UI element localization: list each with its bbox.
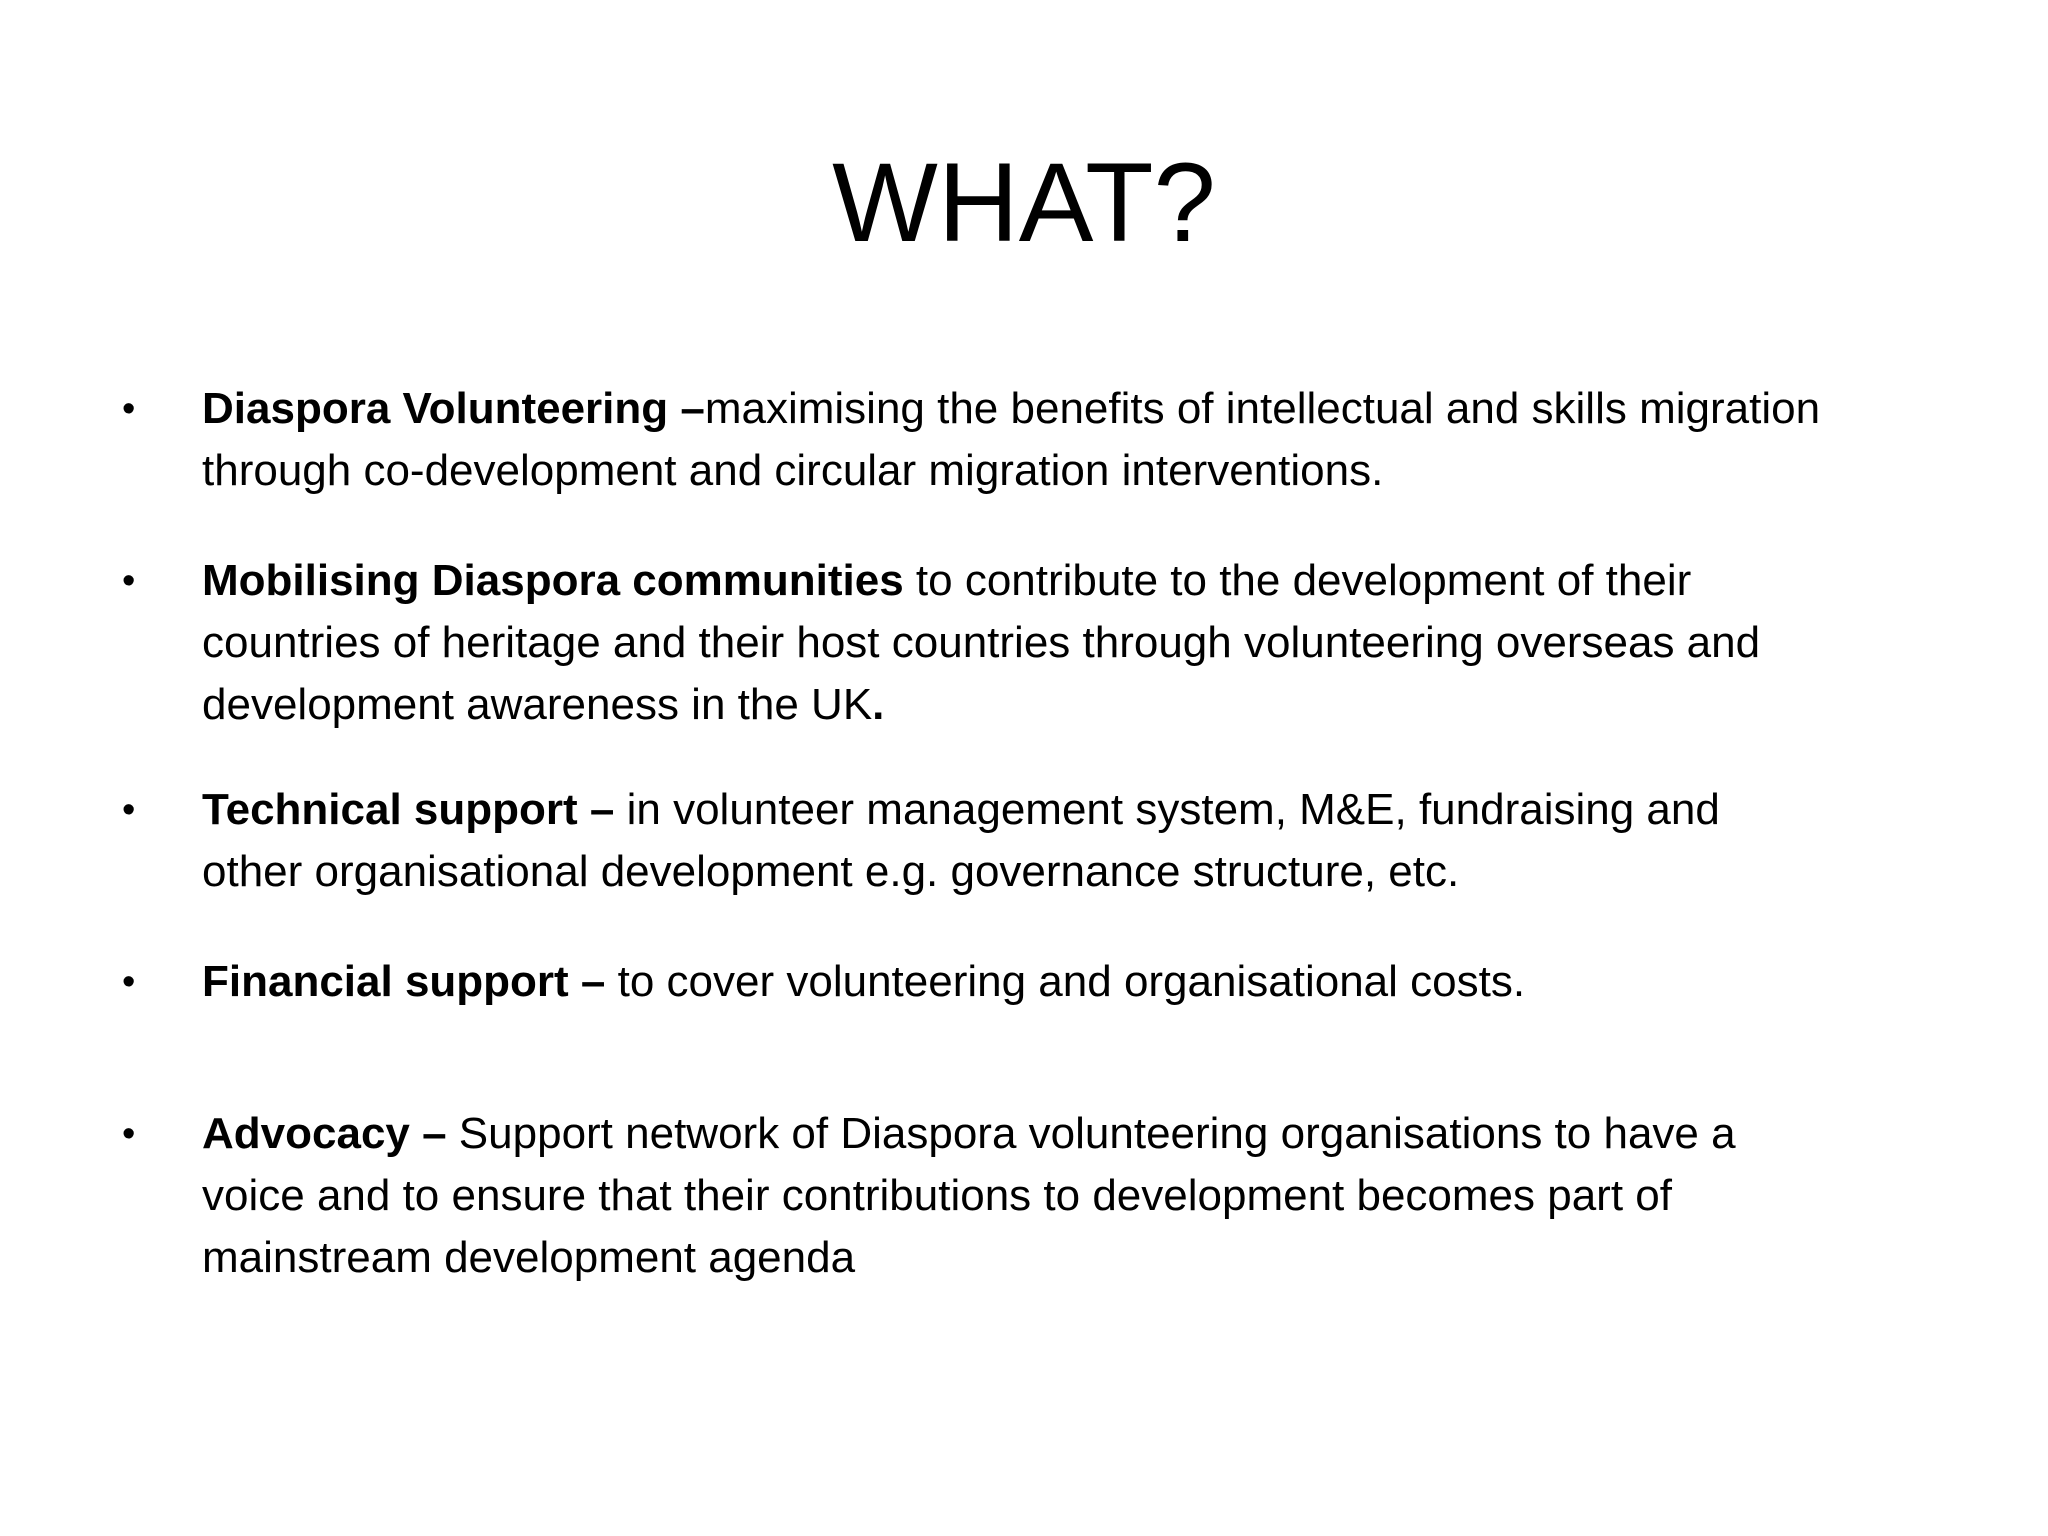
bullet-text xyxy=(202,779,1982,903)
bullet-term: Diaspora Volunteering – xyxy=(202,384,705,433)
bullet-line: mainstream development agenda xyxy=(202,1233,856,1282)
bullet-dot-icon: • xyxy=(122,961,136,1003)
bullet-line-text: to contribute to the development of their xyxy=(903,556,1692,605)
bullet-dot-icon: • xyxy=(122,388,136,430)
bullet-line xyxy=(202,779,1982,841)
bullet-line xyxy=(202,674,1982,736)
bullet-line xyxy=(202,951,1982,1013)
bullet-line-text: Support network of Diaspora volunteering organisations to have a xyxy=(446,1109,1736,1158)
bullet-line: through co-development and circular migration interventions. xyxy=(202,446,1384,495)
bullet-text xyxy=(202,378,1982,502)
slide-title: WHAT? xyxy=(832,140,1216,265)
bullet-line: voice and to ensure that their contributions to development becomes part of xyxy=(202,1171,1672,1220)
bullet-trailing-period: . xyxy=(872,680,885,729)
bullet-line xyxy=(202,378,1982,440)
bullet-dot-icon: • xyxy=(122,789,136,831)
bullet-term: Financial support – xyxy=(202,957,606,1006)
bullet-dot-icon: • xyxy=(122,560,136,602)
bullet-line-text: maximising the benefits of intellectual and skills migration xyxy=(704,384,1821,433)
bullet-line-text: in volunteer management system, M&E, fundraising and xyxy=(614,785,1720,834)
bullet-line-text: to cover volunteering and organisational costs. xyxy=(605,957,1526,1006)
bullet-term: Mobilising Diaspora communities xyxy=(202,556,904,605)
bullet-line-text: development awareness in the UK xyxy=(202,680,873,729)
bullet-line xyxy=(202,550,1982,612)
bullet-text xyxy=(202,951,1982,1013)
bullet-term: Technical support – xyxy=(202,785,615,834)
bullet-line: countries of heritage and their host countries through volunteering overseas and xyxy=(202,618,1761,667)
bullet-term: Advocacy – xyxy=(202,1109,447,1158)
bullet-text xyxy=(202,1103,1982,1289)
bullet-line: other organisational development e.g. governance structure, etc. xyxy=(202,847,1460,896)
bullet-text xyxy=(202,550,1982,736)
bullet-line xyxy=(202,1103,1982,1165)
bullet-dot-icon: • xyxy=(122,1113,136,1155)
